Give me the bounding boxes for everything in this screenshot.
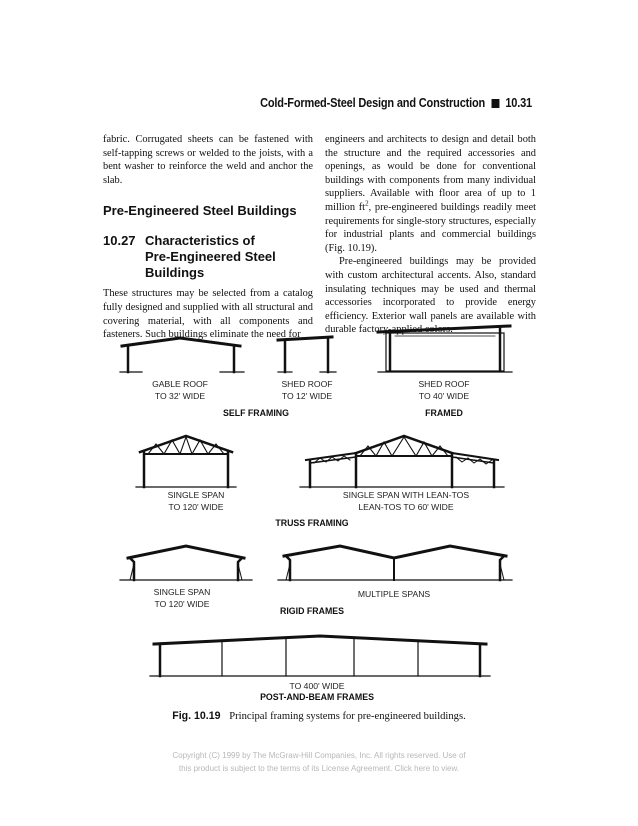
running-head bbox=[260, 96, 532, 110]
right-paragraph-2: Pre-engineered buildings may be provided with custom architectural accents. Also, standard insulating techniques may be used and thermal accessories incorporated to provide energy efficiency. Exterior wall panels are available with durable factory-applied colors. bbox=[325, 256, 536, 336]
figure-caption bbox=[0, 710, 638, 722]
group-self-framing: SELF FRAMING bbox=[223, 408, 289, 418]
post-label: TO 400' WIDE bbox=[289, 681, 345, 691]
truss-single-label-1: SINGLE SPAN bbox=[167, 490, 225, 500]
rigid-single-span-building bbox=[120, 546, 252, 580]
intro-paragraph: fabric. Corrugated sheets can be fastened with self-tapping screws or welded to the joists, with a bent washer to reinforce the weld and anchor the slab. bbox=[103, 134, 313, 186]
right-paragraph-1 bbox=[325, 133, 536, 255]
rigid-multi-label: MULTIPLE SPANS bbox=[357, 589, 431, 599]
superscript: 2 bbox=[365, 199, 369, 208]
truss-single-label-2: TO 120' WIDE bbox=[168, 502, 224, 512]
footer-line-1: Copyright (C) 1999 by The McGraw-Hill Companies, Inc. All rights reserved. Use of bbox=[172, 751, 466, 760]
shed40-label-2: TO 40' WIDE bbox=[418, 391, 470, 401]
section-number: 10.27 bbox=[103, 233, 136, 249]
shed12-label-2: TO 12' WIDE bbox=[281, 391, 333, 401]
section-title: Characteristics of Pre-Engineered Steel Buildings bbox=[145, 233, 276, 281]
right-paragraph-1-a: engineers and architects to design and detail both the structure and the required accessories and openings, as would be done for conventional buildings with components from many individual suppliers. Available with floor area of up to 1 million ft bbox=[325, 134, 536, 213]
page-number: 10.31 bbox=[505, 96, 532, 110]
running-title: Cold-Formed-Steel Design and Construction bbox=[260, 96, 486, 110]
shed-roof-12-building bbox=[278, 337, 336, 372]
rigid-single-label-2: TO 120' WIDE bbox=[154, 599, 210, 609]
gable-label-2: TO 32' WIDE bbox=[154, 391, 206, 401]
gable-label-1: GABLE ROOF bbox=[152, 379, 208, 389]
copyright-footer[interactable] bbox=[0, 749, 638, 775]
group-framed: FRAMED bbox=[425, 408, 463, 418]
right-paragraph-1-b: , pre-engineered buildings readily meet requirements for single-story structures, especially for industrial plants and commercial buildings (Fig. 10.19). bbox=[325, 201, 537, 254]
group-rigid-frames: RIGID FRAMES bbox=[279, 606, 345, 616]
section-heading bbox=[103, 233, 313, 281]
truss-lean-label-2: LEAN-TOS TO 60' WIDE bbox=[358, 502, 454, 512]
figure-number: Fig. 10.19 bbox=[172, 710, 221, 722]
gable-roof-building bbox=[120, 338, 244, 372]
post-and-beam-building bbox=[150, 636, 490, 676]
group-post-and-beam: POST-AND-BEAM FRAMES bbox=[260, 692, 374, 702]
right-column bbox=[325, 133, 536, 337]
truss-single-span-building bbox=[136, 436, 236, 487]
shed40-label-1: SHED ROOF bbox=[418, 379, 470, 389]
truss-lean-label-1: SINGLE SPAN WITH LEAN-TOS bbox=[342, 490, 470, 500]
group-truss-framing: TRUSS FRAMING bbox=[275, 518, 349, 528]
square-bullet-icon bbox=[491, 99, 499, 108]
truss-lean-to-building bbox=[300, 436, 504, 487]
section-paragraph: These structures may be selected from a catalog fully designed and supplied with all structural and covering material, with all components and fasteners. Such buildings eliminate the need for bbox=[103, 288, 313, 341]
left-column bbox=[103, 133, 313, 342]
shed12-label-1: SHED ROOF bbox=[281, 379, 333, 389]
shed-roof-40-building bbox=[378, 326, 512, 372]
caption-text: Principal framing systems for pre-engineered buildings. bbox=[229, 711, 466, 722]
rigid-multiple-spans-building bbox=[278, 546, 512, 580]
rigid-single-label-1: SINGLE SPAN bbox=[153, 587, 211, 597]
heading-main: Pre-Engineered Steel Buildings bbox=[103, 203, 297, 219]
framing-systems-figure bbox=[0, 320, 638, 730]
footer-line-2[interactable]: this product is subject to the terms of its License Agreement. Click here to view. bbox=[178, 764, 460, 773]
